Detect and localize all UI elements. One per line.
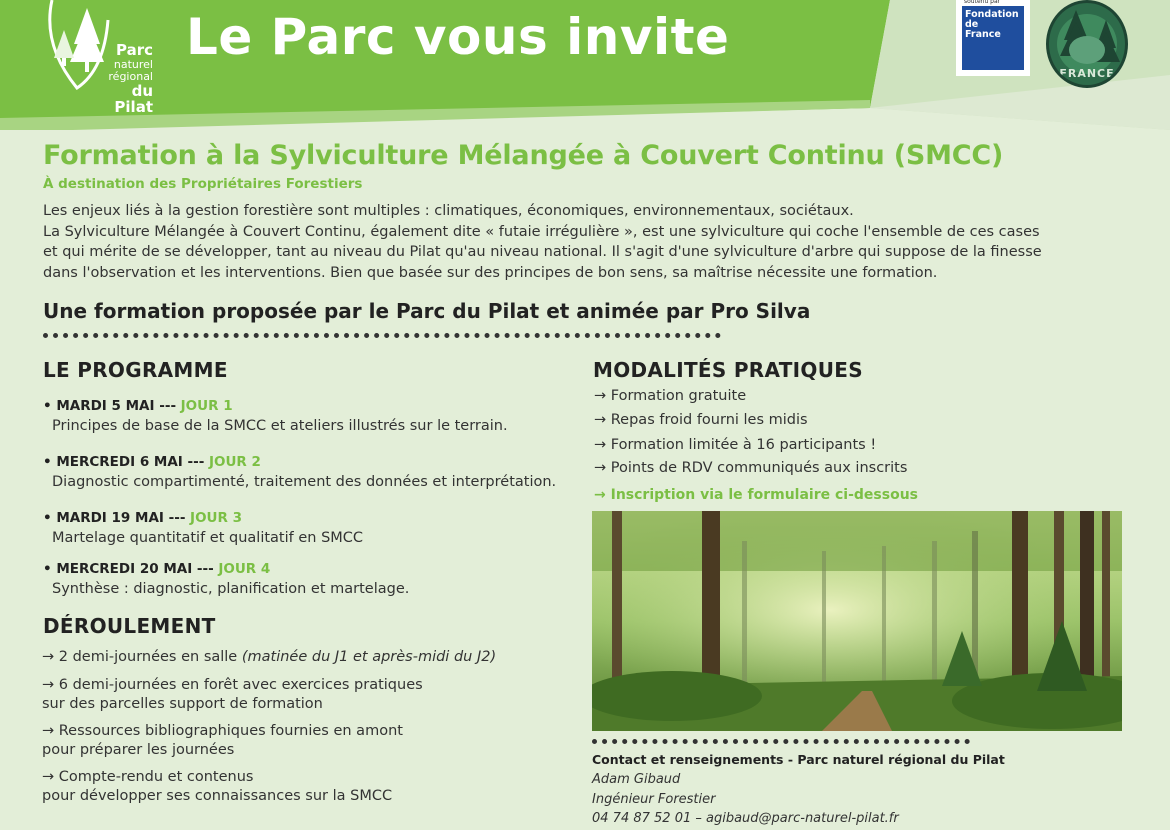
programme-jour: JOUR 2 [208, 454, 261, 470]
logo-wordmark [96, 42, 153, 116]
contact-phone-email[interactable]: 04 74 87 52 01 – agibaud@parc-naturel-pilat.fr [592, 811, 899, 826]
proposal-heading: Une formation proposée par le Parc du Pilat et animée par Pro Silva [43, 299, 811, 323]
divider-dots [592, 739, 970, 744]
deroulement-text: → Compte-rendu et contenus [42, 769, 254, 785]
programme-item [43, 508, 363, 548]
page-title: Le Parc vous invite [186, 8, 730, 66]
formation-title: Formation à la Sylviculture Mélangée à Couvert Continu (SMCC) [43, 140, 1004, 171]
logo-line-pilat: du Pilat [114, 81, 153, 117]
divider-dots [43, 333, 721, 338]
contact-role: Ingénieur Forestier [592, 792, 716, 807]
logo-line-naturel: naturel [113, 57, 153, 71]
programme-desc: Synthèse : diagnostic, planification et martelage. [52, 581, 410, 597]
sponsor-caption: soutenu par [964, 0, 1001, 5]
header-banner [0, 0, 1170, 130]
programme-day: • MARDI 5 MAI --- [43, 398, 177, 414]
parc-pilat-logo [38, 0, 153, 117]
fondation-de-france-logo [956, 0, 1030, 76]
deroulement-item [42, 648, 496, 667]
programme-desc: Martelage quantitatif et qualitatif en SMCC [52, 530, 364, 546]
intro-paragraph-2: La Sylviculture Mélangée à Couvert Continu, également dite « futaie irrégulière », est une sylviculture qui coche l'ensemble de ces cases et qui mérite de se développer, tant au niveau du Pilat qu'au niveau national. Il s'agit d'une sylviculture d'arbre qui suppose de la finesse dans l'observation et les interventions. Bien que basée sur des principes de bon sens, sa maîtrise nécessite une formation. [43, 223, 1042, 281]
sponsor-name-line-3: France [965, 28, 1001, 40]
pro-silva-logo [1046, 0, 1128, 88]
modalite-item: → Formation gratuite [594, 388, 747, 404]
programme-day: • MERCREDI 20 MAI --- [43, 561, 214, 577]
programme-item [43, 559, 409, 599]
programme-jour: JOUR 1 [180, 398, 233, 414]
sponsor-name-line-1: Fondation [965, 9, 1019, 20]
modalites-heading: MODALITÉS PRATIQUES [593, 358, 863, 382]
deroulement-item [42, 676, 423, 713]
formation-subtitle: À destination des Propriétaires Forestiers [43, 176, 363, 192]
intro-paragraph-1: Les enjeux liés à la gestion forestière sont multiples : climatiques, économiques, environnementaux, sociétaux. [43, 203, 854, 219]
logo-line-regional: régional [108, 69, 153, 83]
contact-heading: Contact et renseignements - Parc naturel régional du Pilat [592, 752, 1005, 767]
programme-day: • MARDI 19 MAI --- [43, 510, 186, 526]
inscription-link[interactable]: → Inscription via le formulaire ci-dessous [594, 487, 918, 503]
deroulement-heading: DÉROULEMENT [43, 614, 216, 638]
deroulement-note: (matinée du J1 et après-midi du J2) [241, 649, 497, 665]
sponsor-name-line-2: de [965, 18, 979, 30]
deroulement-text-cont: pour développer ses connaissances sur la SMCC [42, 787, 393, 804]
deroulement-item [42, 768, 392, 805]
programme-desc: Principes de base de la SMCC et ateliers illustrés sur le terrain. [52, 418, 508, 434]
programme-item [43, 452, 556, 492]
programme-jour: JOUR 4 [218, 561, 271, 577]
modalite-item: → Repas froid fourni les midis [594, 412, 808, 428]
deroulement-text: → 2 demi-journées en salle [42, 649, 242, 665]
programme-heading: LE PROGRAMME [43, 358, 228, 382]
programme-desc: Diagnostic compartimenté, traitement des données et interprétation. [52, 474, 557, 490]
programme-jour: JOUR 3 [190, 510, 242, 526]
deroulement-text-cont: pour préparer les journées [42, 741, 235, 758]
badge-text: FRANCE [1059, 67, 1115, 80]
forest-photo [592, 511, 1122, 731]
programme-item [43, 396, 508, 436]
programme-day: • MERCREDI 6 MAI --- [43, 454, 205, 470]
deroulement-text: → Ressources bibliographiques fournies en amont [42, 723, 403, 739]
deroulement-text-cont: sur des parcelles support de formation [42, 695, 323, 712]
modalite-item: → Formation limitée à 16 participants ! [594, 437, 877, 453]
logo-line-parc: Parc [115, 41, 153, 59]
contact-name: Adam Gibaud [592, 772, 681, 787]
deroulement-item [42, 722, 403, 759]
modalite-item: → Points de RDV communiqués aux inscrits [594, 460, 908, 476]
intro-text [43, 201, 1053, 283]
deroulement-text: → 6 demi-journées en forêt avec exercices pratiques [42, 677, 423, 693]
